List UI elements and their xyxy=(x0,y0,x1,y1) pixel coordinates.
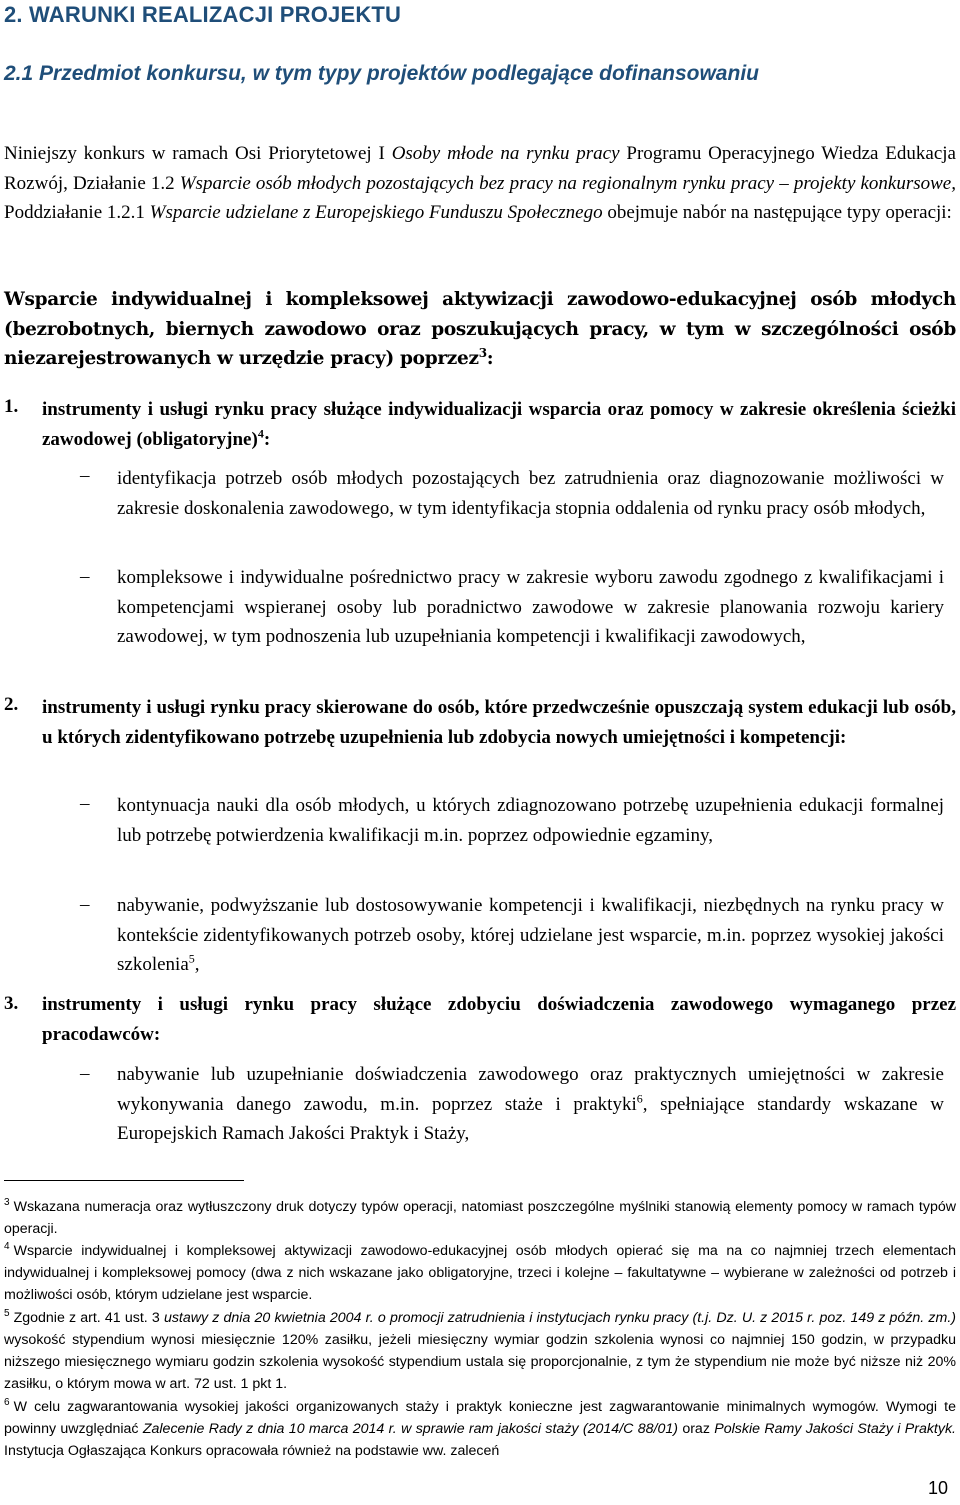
footnote-ref-3[interactable]: 3 xyxy=(478,345,487,360)
dash-bullet-marker: – xyxy=(80,566,90,587)
dash-bullet-marker: – xyxy=(80,1063,90,1084)
footnote-ref-5[interactable]: 5 xyxy=(188,951,195,966)
item-heading: instrumenty i usługi rynku pracy służące zdobyciu doświadczenia zawodowego wymaganego przez pracodawców: xyxy=(42,994,956,1045)
item-number: 1. xyxy=(4,396,19,417)
bullet-item: identyfikacja potrzeb osób młodych pozostających bez zatrudnienia oraz diagnozowanie możliwości w zakresie doskonalenia zawodowego, w tym identyfikacja stopnia oddalenia od rynku pracy osób młodych, xyxy=(117,468,944,519)
footnote-ref-6[interactable]: 6 xyxy=(636,1091,643,1106)
item-heading: instrumenty i usługi rynku pracy służące indywidualizacji wsparcia oraz pomocy w zakresie określenia ścieżki zawodowej (obligatoryjne)$^4$: xyxy=(42,399,956,450)
item-number: 3. xyxy=(4,993,19,1014)
intro-text-4: obejmuje nabór na następujące typy operacji: xyxy=(602,202,952,223)
intro-measure-name: Wsparcie osób młodych pozostających bez pracy na regionalnym rynku pracy – projekty konkursowe, xyxy=(179,172,956,194)
intro-text-3: Poddziałanie 1.2.1 xyxy=(4,202,150,223)
dash-bullet-marker: – xyxy=(80,894,90,915)
support-heading: Wsparcie indywidualnej i kompleksowej aktywizacji zawodowo-edukacyjnej osób młodych (bezrobotnych, biernych zawodowo oraz poszukujących pracy, w tym w szczególności osób niezarejestrowanych w urzędzie pracy) poprzez$^3$: xyxy=(4,289,956,369)
footnote-ref-4[interactable]: 4 xyxy=(257,426,264,441)
dash-bullet-marker: – xyxy=(80,793,90,814)
bullet-item: kompleksowe i indywidualne pośrednictwo pracy w zakresie wyboru zawodu zgodnego z kwalifikacjami i kompetencjami wspieranej osoby lub poradnictwo zawodowe w zakresie planowania rozwoju kariery zawodowej, w tym podnoszenia lub uzupełniania kompetencji i kwalifikacji zawodowych, xyxy=(117,567,944,647)
dash-bullet-marker: – xyxy=(80,465,90,486)
item-number: 2. xyxy=(4,694,19,715)
bullet-item: nabywanie, podwyższanie lub dostosowywanie kompetencji i kwalifikacji, niezbędnych na rynku pracy w kontekście zidentyfikowanych potrzeb osoby, której udzielane jest wsparcie, m.in. poprzez wysokiej jakości szkolenia$^5$, xyxy=(117,895,944,975)
item-heading: instrumenty i usługi rynku pracy skierowane do osób, które przedwcześnie opuszczają system edukacji lub osób, u których zidentyfikowano potrzebę uzupełnienia lub zdobycia nowych umiejętności i kompetencji: xyxy=(42,697,956,748)
footnote-separator xyxy=(4,1180,244,1181)
intro-text-1: Niniejszy konkurs w ramach Osi Priorytetowej I xyxy=(4,143,392,164)
bullet-item: kontynuacja nauki dla osób młodych, u których zdiagnozowano potrzebę uzupełnienia edukacji formalnej lub potrzebę potwierdzenia kwalifikacji m.in. poprzez odpowiednie egzaminy, xyxy=(117,795,944,846)
intro-submeasure-name: Wsparcie udzielane z Europejskiego Funduszu Społecznego xyxy=(149,202,603,223)
page-number: 10 xyxy=(928,1478,949,1498)
intro-paragraph xyxy=(4,139,956,228)
bullet-item: nabywanie lub uzupełnianie doświadczenia zawodowego oraz praktycznych umiejętności w zakresie wykonywania danego zawodu, m.in. poprzez staże i praktyki$^6$, spełniające standardy wskazane w Europejskich Ramach Jakości Praktyk i Staży, xyxy=(117,1064,944,1144)
footnote-6: $^6$ W celu zagwarantowania wysokiej jakości organizowanych staży i praktyk konieczne jest zagwarantowanie minimalnych wymogów. Wymogi te powinny uwzględniać Zalecenie Rady z dnia 10 marca 2014 r. w sprawie ram jakości staży (2014/C 88/01) oraz Polskie Ramy Jakości Staży i Praktyk. Instytucja Ogłaszająca Konkurs opracowała również na podstawie ww. zaleceń xyxy=(4,1397,957,1459)
intro-axis-name: Osoby młode na rynku pracy xyxy=(391,143,620,164)
section-heading: 2. WARUNKI REALIZACJI PROJEKTU xyxy=(4,2,402,27)
footnote-5: $^5$ Zgodnie z art. 41 ust. 3 ustawy z dnia 20 kwietnia 2004 r. o promocji zatrudnienia i instytucjach rynku pracy (t.j. Dz. U. z 2015 r. poz. 149 z późn. zm.) wysokość stypendium wynosi miesięcznie 120% zasiłku, jeżeli miesięczny wymiar godzin szkolenia wynosi co najmniej 150 godzin, w przypadku niższego miesięcznego wymiaru godzin szkolenia wysokość stypendium ustala się proporcjonalnie, z tym że stypendium nie może być niższe niż 20% zasiłku, o którym mowa w art. 72 ust. 1 pkt 1. xyxy=(4,1308,956,1392)
footnote-3: $^3$ Wskazana numeracja oraz wytłuszczony druk dotyczy typów operacji, natomiast poszczególne myślniki stanowią elementy pomocy w ramach typów operacji. xyxy=(4,1197,956,1237)
subsection-heading: 2.1 Przedmiot konkursu, w tym typy projektów podlegające dofinansowaniu xyxy=(4,62,759,85)
intro-text-2: Programu Operacyjnego Wiedza Edukacja Rozwój, Działanie 1.2 xyxy=(4,143,956,194)
footnote-4: $^4$ Wsparcie indywidualnej i kompleksowej aktywizacji zawodowo-edukacyjnej osób młodych opierać się ma na co najmniej trzech elementach indywidualnej i kompleksowej pomocy (dwa z nich wskazane jako obligatoryjne, trzeci i kolejne – fakultatywne – wybierane w zależności od potrzeb i możliwości osób, którym udzielane jest wsparcie. xyxy=(4,1241,956,1303)
